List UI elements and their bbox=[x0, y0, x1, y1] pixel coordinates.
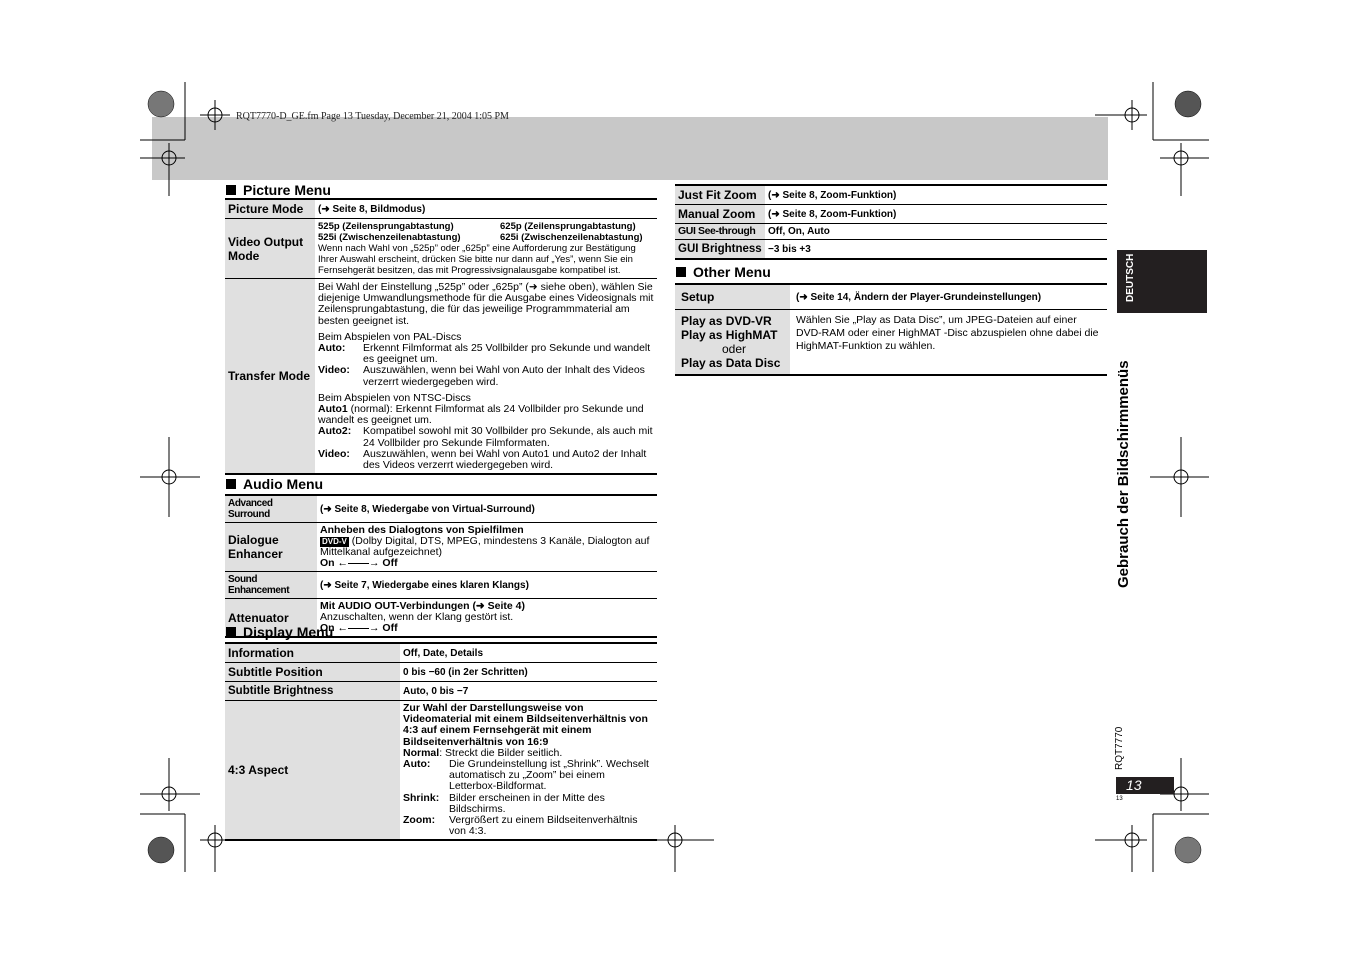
ntsc-auto2-text: Kompatibel sowohl mit 30 Vollbilder pro Sekunde, als auch mit 24 Vollbilder pro Sekunde Filmformaten. bbox=[363, 425, 653, 449]
table-row bbox=[675, 284, 1107, 310]
table-row bbox=[225, 682, 657, 701]
table-row bbox=[225, 219, 657, 279]
table-row: Transfer Mode Bei Wahl der Einstellung „525p” oder „625p” (➜ siehe oben), wählen Sie diejenige Umwandlungsmethode für die Ausgabe eines Videosignals mit Zeilensprungabtastung, die für das jeweilige Programmmaterial am besten geeignet ist. Beim Abspielen von PAL-Discs Auto: Erkennt Filmformat als 25 Vollbilder pro Sekunde und wandelt es geeignet um. Video: Auszuwählen, wenn bei Wahl von Auto der Inhalt des Videos verzerrt wiedergegeben wird. Beim Abspielen von NTSC-Discs Auto1 (normal): Erkennt Filmformat als 24 Vollbilder pro Sekunde und wandelt es geeignet um. Auto2: Kompatibel sowohl mit 30 Vollbilder pro Sekunde, als auch mit 24 Vollbilder pro Sekunde Filmformaten. Video: Auszuwählen, wenn bei Wahl von Auto1 und Auto2 der Inhalt des Videos verzerrt wiedergegeben wird. bbox=[225, 279, 657, 475]
aspect-normal-text: : Streckt die Bilder seitlich. bbox=[439, 746, 563, 759]
table-row bbox=[675, 205, 1107, 224]
manual-zoom-label: Manual Zoom bbox=[675, 205, 765, 224]
pal-auto-text: Erkennt Filmformat als 25 Vollbilder pro Sekunde und wandelt es geeignet um. bbox=[363, 342, 651, 366]
language-tab: DEUTSCH bbox=[1117, 250, 1207, 313]
video-output-label: Video Output Mode bbox=[225, 219, 315, 279]
display-menu-heading: Display Menu bbox=[226, 624, 333, 640]
aspect-shrink-label: Shrink bbox=[403, 791, 436, 804]
subtitle-brightness-value: Auto, 0 bis −7 bbox=[400, 682, 657, 701]
play-highmat-label: Play as HighMAT bbox=[681, 328, 778, 342]
other-menu-table bbox=[675, 283, 1107, 376]
picture-mode-label: Picture Mode bbox=[225, 199, 315, 219]
aspect-label: 4:3 Aspect bbox=[225, 701, 400, 841]
attenuator-label: Attenuator bbox=[225, 599, 317, 638]
advanced-surround-label: Advanced Surround bbox=[225, 495, 317, 523]
sound-enhancement-value: (➜ Seite 7, Wiedergabe eines klaren Klangs) bbox=[317, 572, 657, 599]
information-label: Information bbox=[225, 643, 400, 663]
table-row bbox=[225, 643, 657, 663]
attenuator-title: Mit AUDIO OUT-Verbindungen (➜ Seite 4) bbox=[320, 600, 526, 612]
video-opt-625p: 625p (Zeilensprungabtastung) bbox=[500, 221, 636, 232]
zoom-gui-table bbox=[675, 184, 1107, 260]
chapter-title: Gebrauch der Bildschirmmenüs bbox=[1115, 360, 1132, 588]
page-number: 13 bbox=[1116, 777, 1174, 794]
display-menu-table bbox=[225, 642, 657, 841]
table-row bbox=[675, 240, 1107, 260]
ntsc-auto2-label: Auto2 bbox=[318, 425, 348, 438]
manual-zoom-value: (➜ Seite 8, Zoom-Funktion) bbox=[765, 205, 1107, 224]
video-output-note: Wenn nach Wahl von „525p” oder „625p” eine Aufforderung zur Bestätigung Ihrer Auswahl erscheint, drücken Sie bitte nur dann auf „Yes”, wenn Sie ein Fernsehgerät besitzen, das mit Progressivsignalausgabe kompatibel ist. bbox=[318, 243, 636, 276]
ntsc-video-label: Video bbox=[318, 447, 347, 460]
picture-menu-table bbox=[225, 198, 657, 475]
sound-enhancement-label: Sound Enhancement bbox=[225, 572, 317, 599]
aspect-zoom-text: Vergrößert zu einem Bildseitenverhältnis von 4:3. bbox=[449, 814, 638, 838]
aspect-auto-label: Auto bbox=[403, 758, 427, 771]
video-opt-625i: 625i (Zwischenzeilenabtastung) bbox=[500, 232, 643, 243]
table-row bbox=[675, 310, 1107, 376]
dialogue-text: (Dolby Digital, DTS, MPEG, mindestens 3 Kanäle, Dialogton auf Mittelkanal aufgezeichnet) bbox=[320, 535, 650, 558]
just-fit-label: Just Fit Zoom bbox=[675, 185, 765, 205]
gui-see-label: GUI See-through bbox=[675, 224, 765, 240]
dialogue-label: Dialogue Enhancer bbox=[225, 523, 317, 572]
table-row bbox=[225, 495, 657, 523]
play-data-label: Play as Data Disc bbox=[681, 356, 781, 370]
other-menu-heading: Other Menu bbox=[676, 264, 771, 280]
file-line: RQT7770-D_GE.fm Page 13 Tuesday, December 21, 2004 1:05 PM bbox=[236, 111, 509, 122]
setup-value: (➜ Seite 14, Ändern der Player-Grundeinstellungen) bbox=[790, 284, 1107, 310]
audio-menu-table bbox=[225, 494, 657, 638]
table-row bbox=[225, 199, 657, 219]
ntsc-auto1-label: Auto1 bbox=[318, 403, 348, 416]
table-row bbox=[675, 224, 1107, 240]
table-row bbox=[225, 572, 657, 599]
audio-menu-heading: Audio Menu bbox=[226, 476, 323, 492]
video-opt-525i: 525i (Zwischenzeilenabtastung) bbox=[318, 232, 461, 243]
gui-bright-label: GUI Brightness bbox=[675, 240, 765, 260]
dvd-v-badge: DVD-V bbox=[322, 537, 347, 546]
gui-bright-value: −3 bis +3 bbox=[765, 240, 1107, 260]
aspect-shrink-text: Bilder erscheinen in der Mitte des Bildschirms. bbox=[449, 791, 605, 815]
play-dvdvr-label: Play as DVD-VR bbox=[681, 314, 772, 328]
dialogue-title: Anheben des Dialogtons von Spielfilmen bbox=[320, 524, 524, 536]
table-row bbox=[225, 663, 657, 682]
picture-menu-heading: Picture Menu bbox=[226, 182, 331, 198]
attenuator-text: Anzuschalten, wenn der Klang gestört ist. bbox=[320, 611, 514, 623]
ntsc-video-text: Auszuwählen, wenn bei Wahl von Auto1 und Auto2 der Inhalt des Videos verzerrt wiedergegeben wird. bbox=[363, 447, 647, 472]
ntsc-auto1-line bbox=[318, 404, 654, 426]
pal-heading: Beim Abspielen von PAL-Discs bbox=[318, 330, 462, 343]
pal-video-label: Video bbox=[318, 364, 347, 377]
aspect-title: Zur Wahl der Darstellungsweise von Videomaterial mit einem Bildseitenverhältnis von 4:3 auf einem Fernsehgerät mit einem Bildseitenverhältnis von 16:9 bbox=[403, 702, 648, 748]
setup-label: Setup bbox=[675, 284, 790, 310]
information-value: Off, Date, Details bbox=[400, 643, 657, 663]
subtitle-brightness-label: Subtitle Brightness bbox=[225, 682, 400, 701]
pal-auto-label: Auto bbox=[318, 342, 342, 355]
attenuator-toggle: On ←——→ Off bbox=[320, 622, 398, 634]
ntsc-auto1-text: (normal): Erkennt Filmformat als 24 Vollbilder pro Sekunde und wandelt es geeignet um. bbox=[318, 403, 644, 427]
gui-see-value: Off, On, Auto bbox=[765, 224, 1107, 240]
transfer-mode-label: Transfer Mode bbox=[225, 279, 315, 475]
aspect-normal-label: Normal bbox=[403, 746, 440, 759]
table-row bbox=[675, 185, 1107, 205]
transfer-intro: Bei Wahl der Einstellung „525p” oder „625p” (➜ siehe oben), wählen Sie diejenige Umwandlungsmethode für die Ausgabe eines Videosignals mit Zeilensprungabtastung, die für das jeweilige Programmmaterial am besten geeignet ist. bbox=[318, 281, 654, 327]
play-or-label: oder bbox=[721, 342, 747, 356]
play-text: Wählen Sie „Play as Data Disc”, um JPEG-Dateien auf einer DVD-RAM oder einer HighMAT -Disc abzuspielen ohne dabei die HighMAT-Funktion zu wählen. bbox=[790, 310, 1107, 376]
just-fit-value: (➜ Seite 8, Zoom-Funktion) bbox=[765, 185, 1107, 205]
table-row: 4:3 Aspect Zur Wahl der Darstellungsweise von Videomaterial mit einem Bildseitenverhältnis von 4:3 auf einem Fernsehgerät mit einem Bildseitenverhältnis von 16:9 Normal: Streckt die Bilder seitlich. Auto: Die Grundeinstellung ist „Shrink”. Wechselt automatisch zu „Zoom” bei einem Letterbox-Bildformat. Shrink: Bilder erscheinen in der Mitte des Bildschirms. Zoom: Vergrößert zu einem Bildseitenverhältnis von 4:3. bbox=[225, 701, 657, 841]
picture-mode-value: (➜ Seite 8, Bildmodus) bbox=[315, 199, 657, 219]
table-row bbox=[225, 523, 657, 572]
aspect-zoom-label: Zoom bbox=[403, 814, 432, 827]
video-opt-525p: 525p (Zeilensprungabtastung) bbox=[318, 221, 454, 232]
ntsc-heading: Beim Abspielen von NTSC-Discs bbox=[318, 391, 471, 404]
aspect-auto-text: Die Grundeinstellung ist „Shrink”. Wechselt automatisch zu „Zoom” bei einem Letterbox-Bildformat. bbox=[449, 758, 649, 793]
page-number-small: 13 bbox=[1116, 796, 1123, 802]
model-code: RQT7770 bbox=[1114, 726, 1125, 770]
pal-video-text: Auszuwählen, wenn bei Wahl von Auto der Inhalt des Videos verzerrt wiedergegeben wird. bbox=[363, 364, 645, 388]
subtitle-position-value: 0 bis −60 (in 2er Schritten) bbox=[400, 663, 657, 682]
dialogue-toggle: On ←——→ Off bbox=[320, 557, 398, 569]
advanced-surround-value: (➜ Seite 8, Wiedergabe von Virtual-Surround) bbox=[317, 495, 657, 523]
subtitle-position-label: Subtitle Position bbox=[225, 663, 400, 682]
